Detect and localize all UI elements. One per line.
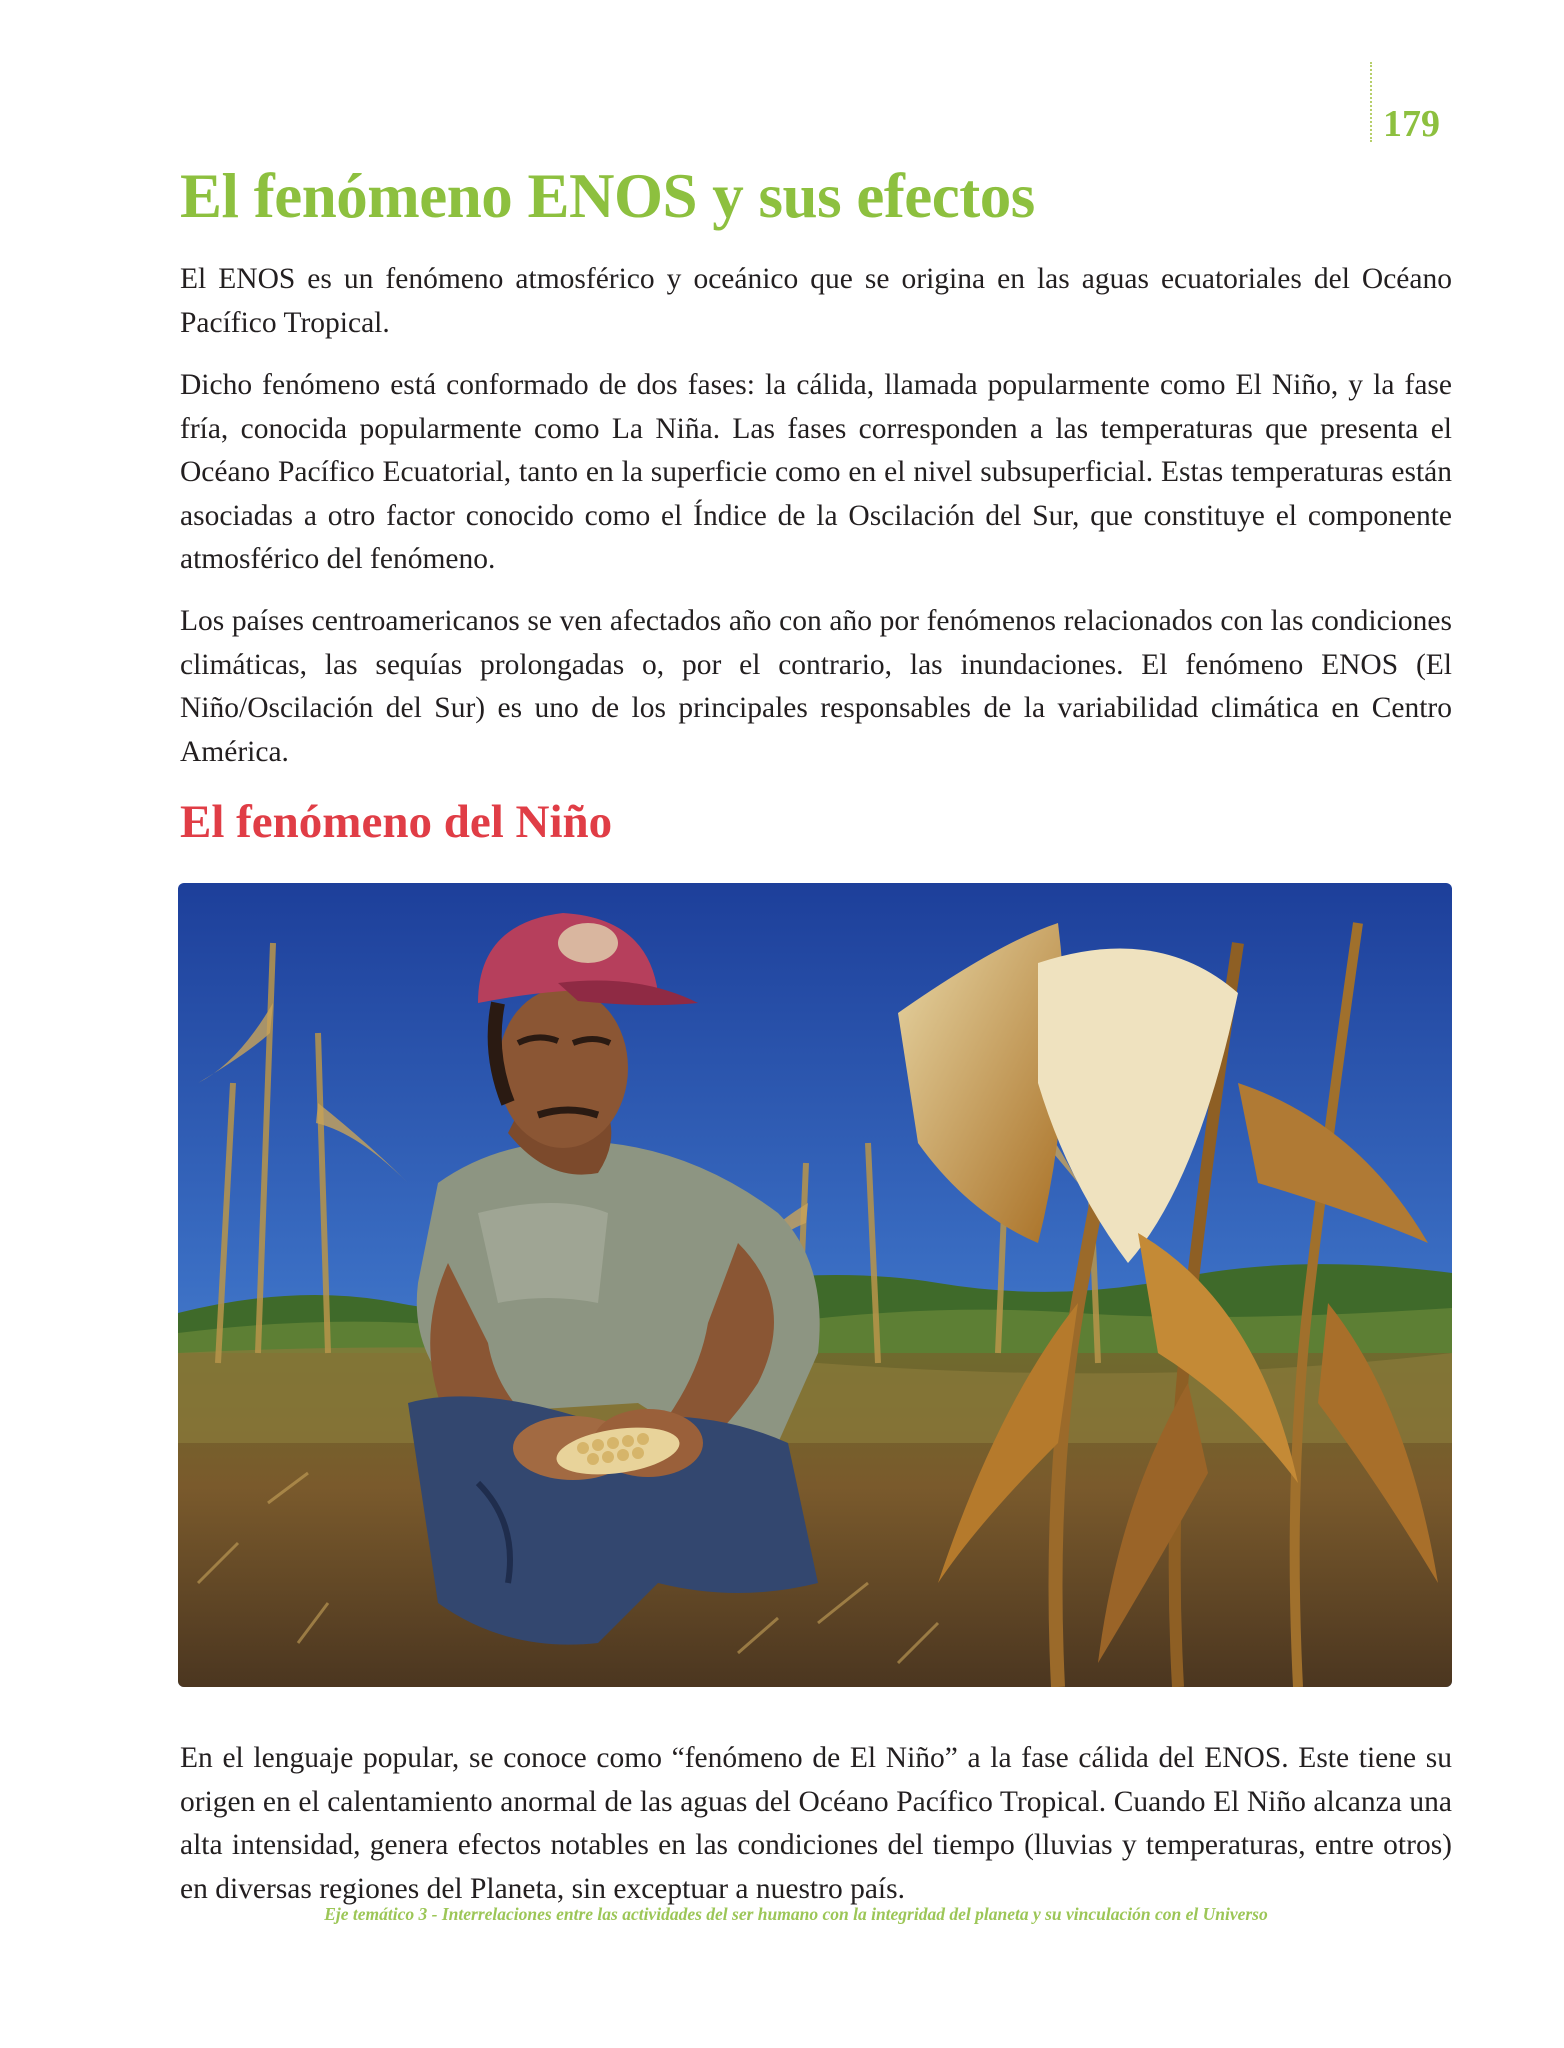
page-number-rule [1370,62,1372,142]
page-title: El fenómeno ENOS y sus efectos [180,161,1035,231]
paragraph-el-nino: En el lenguaje popular, se conoce como “fenómeno de El Niño” a la fase cálida del ENOS. Este tiene su origen en el calentamiento anormal de las aguas del Océano Pacífico Tropical. Cuando El Niño alcanza una alta intensidad, genera efectos notables en las condiciones del tiempo (lluvias y temperaturas, entre otros) en diversas regiones del Planeta, sin exceptuar a nuestro país. [180,1742,1452,1905]
farmer-drought-photo [178,883,1452,1687]
paragraph-intro: El ENOS es un fenómeno atmosférico y oceánico que se origina en las aguas ecuatoriales del Océano Pacífico Tropical. [180,263,1452,339]
page-footer: Eje temático 3 - Interrelaciones entre las actividades del ser humano con la integridad del planeta y su vinculación con el Universo [324,1904,1268,1924]
paragraph-phases: Dicho fenómeno está conformado de dos fases: la cálida, llamada popularmente como El Niño, y la fase fría, conocida popularmente como La Niña. Las fases corresponden a las temperaturas que presenta el Océano Pacífico Ecuatorial, tanto en la superficie como en el nivel subsuperficial. Estas temperaturas están asociadas a otro factor conocido como el Índice de la Oscilación del Sur, que constituye el componente atmosférico del fenómeno. [180,369,1452,575]
section-title: El fenómeno del Niño [180,796,613,848]
paragraph-central-america: Los países centroamericanos se ven afectados año con año por fenómenos relacionados con las condiciones climáticas, las sequías prolongadas o, por el contrario, las inundaciones. El fenómeno ENOS (El Niño/Oscilación del Sur) es uno de los principales responsables de la variabilidad climática en Centro América. [180,605,1452,768]
page-number: 179 [1383,103,1440,145]
